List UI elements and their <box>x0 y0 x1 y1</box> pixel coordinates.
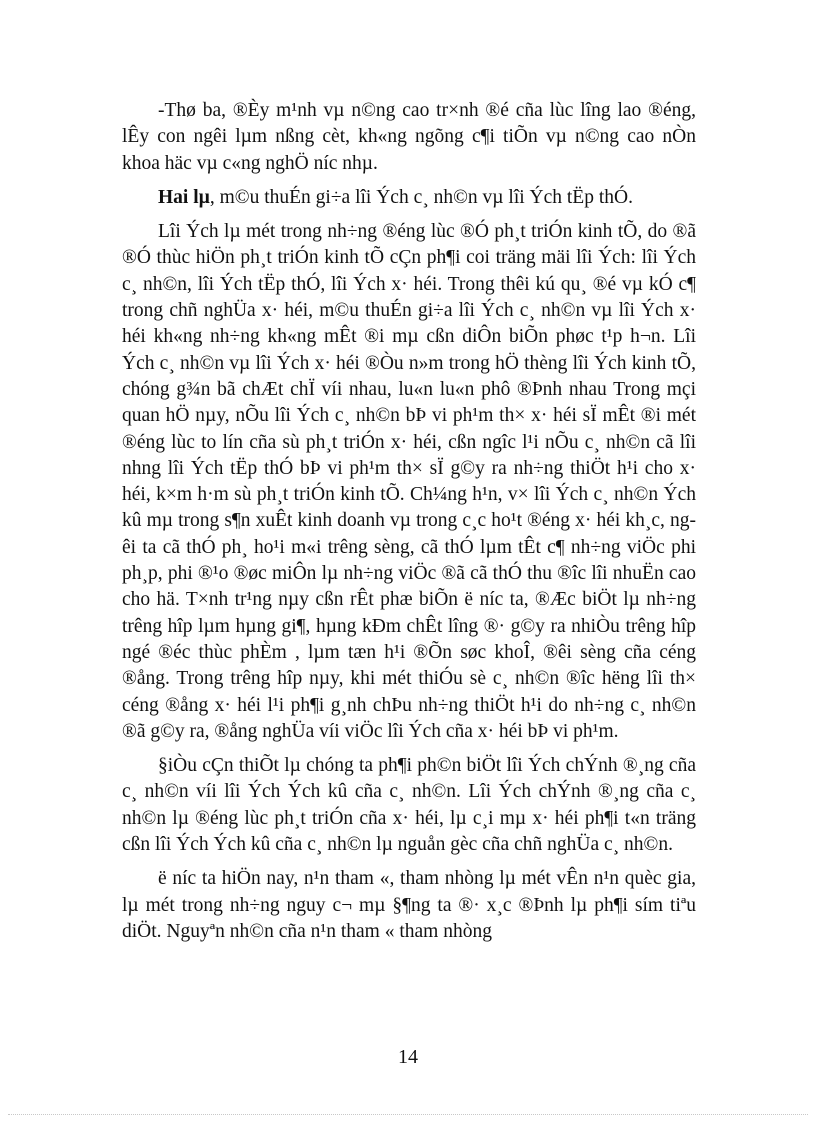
paragraph-text: -Thø ba, ®Èy m¹nh vµ n©ng cao tr×nh ®é cña lùc lîng lao ®éng, lÊy con ngêi lµm nßng cèt, kh«ng ngõng c¶i tiÕn vµ n©ng cao nÒn khoa häc vµ c«ng nghÖ níc nhµ. <box>122 100 696 174</box>
paragraph-4 <box>122 753 696 858</box>
paragraph-text: ë níc ta hiÖn nay, n¹n tham «, tham nhòng lµ mét vÊn n¹n quèc gia, lµ mét trong nh÷ng nguy c¬ mµ §¶ng ta ®· x¸c ®Þnh lµ ph¶i sím tiªu diÖt. Nguyªn nh©n cña n¹n tham « tham nhòng <box>122 868 696 942</box>
paragraph-lead: Hai lµ <box>158 186 210 208</box>
paragraph-text: , m©u thuÉn gi÷a lîi Ých c¸ nh©n vµ lîi Ých tËp thÓ. <box>209 186 633 208</box>
paragraph-text: §iÒu cÇn thiÕt lµ chóng ta ph¶i ph©n biÖt lîi Ých chÝnh ®¸ng cña c¸ nh©n víi lîi Ých Ých kû cña c¸ nh©n. Lîi Ých chÝnh ®¸ng cña c¸ nh©n lµ ®éng lùc ph¸t triÓn cña x· héi, lµ c¸i mµ x· héi ph¶i t«n träng cßn lîi Ých Ých kû cña c¸ nh©n lµ nguån gèc cña chñ nghÜa c¸ nh©n. <box>122 755 696 856</box>
paragraph-2 <box>122 185 696 211</box>
paragraph-3 <box>122 219 696 745</box>
paragraph-text: Lîi Ých lµ mét trong nh÷ng ®éng lùc ®Ó ph¸t triÓn kinh tÕ, do ®ã ®Ó thùc hiÖn ph¸t triÓn kinh tÕ cÇn ph¶i coi träng mäi lîi Ých: lîi Ých c¸ nh©n, lîi Ých tËp thÓ, lîi Ých x· héi. Trong thêi kú qu¸ ®é vµ kÓ c¶ trong chñ nghÜa x· héi, m©u thuÉn gi÷a lîi Ých c¸ nh©n vµ lîi Ých x· héi kh«ng nh÷ng kh«ng mÊt ®i mµ cßn diÔn biÕn phøc t¹p h¬n. Lîi Ých c¸ nh©n vµ lîi Ých x· héi ®Òu n»m trong hÖ thèng lîi Ých kinh tÕ, chóng g¾n bã chÆt chÏ víi nhau, lu«n lu«n phô ®Þnh nhau Trong mçi quan hÖ nµy, nÕu lîi Ých c¸ nh©n bÞ vi ph¹m th× x· héi sÏ mÊt ®i mét ®éng lùc to lín cña sù ph¸t triÓn x· héi, cßn ngîc l¹i nÕu c¸ nh©n cã lîi nhng lîi Ých tËp thÓ bÞ vi ph¹m th× sÏ g©y ra nh÷ng thiÖt h¹i cho x· héi, k×m h·m sù ph¸t triÓn kinh tÕ. Ch¼ng h¹n, v× lîi Ých c¸ nh©n Ých kû mµ trong s¶n xuÊt kinh doanh vµ trong c¸c ho¹t ®éng x· héi kh¸c, ngêi ta cã thÓ ph¸ ho¹i m«i trêng sèng, cã thÓ lµm tÊt c¶ nh÷ng viÖc phi ph¸p, phi ®¹o ®øc miÔn lµ nh÷ng viÖc ®ã cã thÓ thu ®îc lîi nhuËn cao cho hä. T×nh tr¹ng nµy cßn rÊt phæ biÕn ë níc ta, ®Æc biÖt lµ nh÷ng trêng hîp lµm hµng gi¶, hµng kÐm chÊt lîng ®· g©y ra nhiÒu trêng hîp ngé ®éc thùc phÈm , lµm tæn h¹i ®Õn søc khoÎ, ®êi sèng cña céng ®ång. Trong trêng hîp nµy, khi mét thiÓu sè c¸ nh©n ®îc hëng lîi th× céng ®ång x· héi l¹i ph¶i g¸nh chÞu nh÷ng thiÖt h¹i do nh÷ng c¸ nh©n ®ã g©y ra, ®ång nghÜa víi viÖc lîi Ých cña x· héi bÞ vi ph¹m. <box>122 221 696 742</box>
page-bottom-rule <box>8 1114 808 1115</box>
paragraph-1 <box>122 98 696 177</box>
paragraph-5 <box>122 866 696 945</box>
page-number: 14 <box>398 1046 418 1068</box>
body-text <box>122 98 696 953</box>
